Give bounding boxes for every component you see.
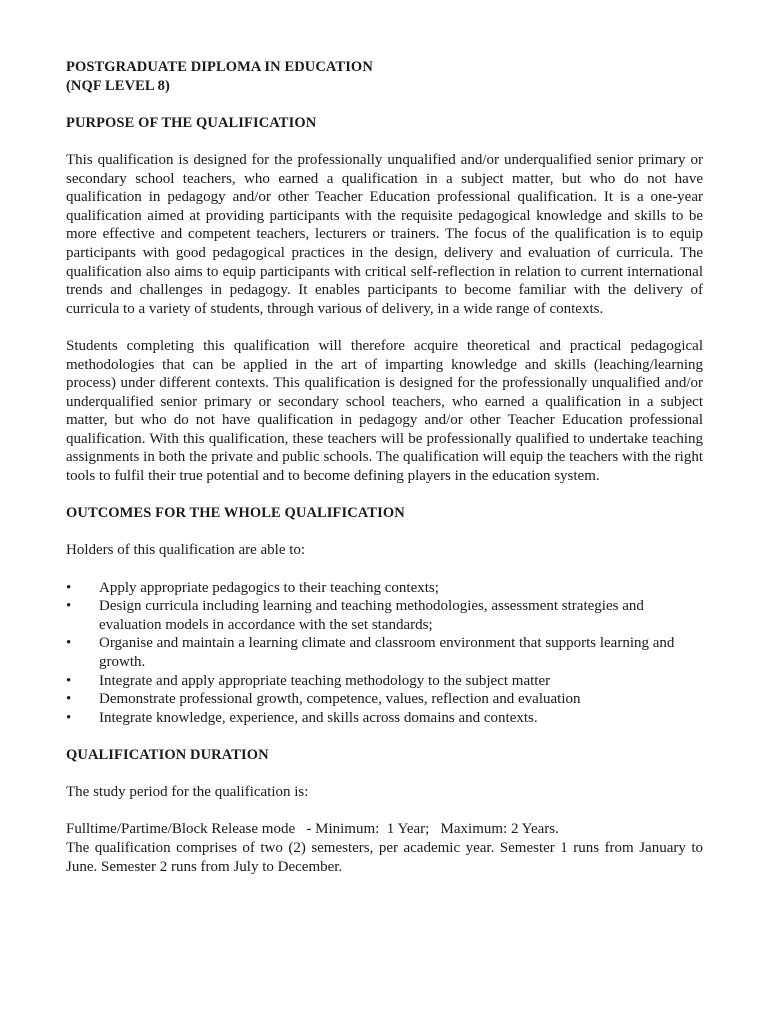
duration-heading: QUALIFICATION DURATION <box>66 746 269 763</box>
list-item-text: Integrate and apply appropriate teaching methodology to the subject matter <box>99 672 551 689</box>
purpose-heading: PURPOSE OF THE QUALIFICATION <box>66 114 317 131</box>
spacer <box>66 560 703 579</box>
list-item-text: Integrate knowledge, experience, and skills across domains and contexts. <box>99 709 538 726</box>
list-item-text: Demonstrate professional growth, competence, values, reflection and evaluation <box>99 691 581 708</box>
list-item <box>66 709 703 728</box>
duration-semesters: The qualification comprises of two (2) semesters, per academic year. Semester 1 runs from January to June. Semester 2 runs from July to December. <box>66 839 703 875</box>
spacer <box>66 802 703 821</box>
bullet-icon: • <box>66 579 72 596</box>
outcomes-intro: Holders of this qualification are able to: <box>66 542 306 559</box>
list-item-text: Apply appropriate pedagogics to their teaching contexts; <box>99 579 439 596</box>
list-item <box>66 579 703 598</box>
spacer <box>66 765 703 784</box>
duration-mode-line: Fulltime/Partime/Block Release mode - Minimum: 1 Year; Maximum: 2 Years. <box>66 821 559 838</box>
spacer <box>66 727 703 746</box>
spacer <box>66 486 703 505</box>
outcomes-heading: OUTCOMES FOR THE WHOLE QUALIFICATION <box>66 505 405 522</box>
duration-intro: The study period for the qualification is: <box>66 784 309 801</box>
bullet-icon: • <box>66 709 72 726</box>
list-item <box>66 597 703 634</box>
bullet-icon: • <box>66 635 72 652</box>
document-title: POSTGRADUATE DIPLOMA IN EDUCATION <box>66 59 373 75</box>
list-item-text: Organise and maintain a learning climate and classroom environment that supports learning and growth. <box>99 635 675 670</box>
document-subtitle: (NQF LEVEL 8) <box>66 77 170 94</box>
spacer <box>66 95 703 114</box>
list-item <box>66 672 703 691</box>
spacer <box>66 132 703 151</box>
purpose-paragraph-2: Students completing this qualification will therefore acquire theoretical and practical pedagogical methodologies that can be applied in the art of imparting knowledge and skills (leaching/learning process) under different contexts. This qualification is designed for the professionally unqualified and/or underqualified senior primary or secondary school teachers, who earned a qualification in a subject matter, but who do not have qualification in pedagogy and/or other Teacher Education professional qualification. With this qualification, these teachers will be professionally qualified to undertake teaching assignments in both the private and public schools. The qualification will equip the teachers with the right tools to fulfil their true potential and to become defining players in the education system. <box>66 337 703 485</box>
outcomes-list <box>66 579 703 728</box>
list-item-text: Design curricula including learning and teaching methodologies, assessment strategies and evaluation models in accordance with the set standards; <box>99 598 644 633</box>
spacer <box>66 318 703 337</box>
bullet-icon: • <box>66 598 72 615</box>
spacer <box>66 523 703 542</box>
list-item <box>66 634 703 671</box>
purpose-paragraph-1: This qualification is designed for the professionally unqualified and/or underqualified senior primary or secondary school teachers, who earned a qualification in a subject matter, but who do not have qualification in pedagogy and/or other Teacher Education professional qualification. It is a one-year qualification aimed at providing participants with the requisite pedagogical knowledge and skills to be more effective and competent teachers, lecturers or trainers. The focus of the qualification is to equip participants with good pedagogical practices in the design, delivery and evaluation of curricula. The qualification also aims to equip participants with critical self-reflection in relation to current international trends and challenges in pedagogy. It enables participants to become familiar with the delivery of curricula to a variety of students, through various of delivery, in a wide range of contexts. <box>66 151 703 317</box>
bullet-icon: • <box>66 691 72 708</box>
document-page <box>66 58 703 876</box>
bullet-icon: • <box>66 672 72 689</box>
list-item <box>66 690 703 709</box>
